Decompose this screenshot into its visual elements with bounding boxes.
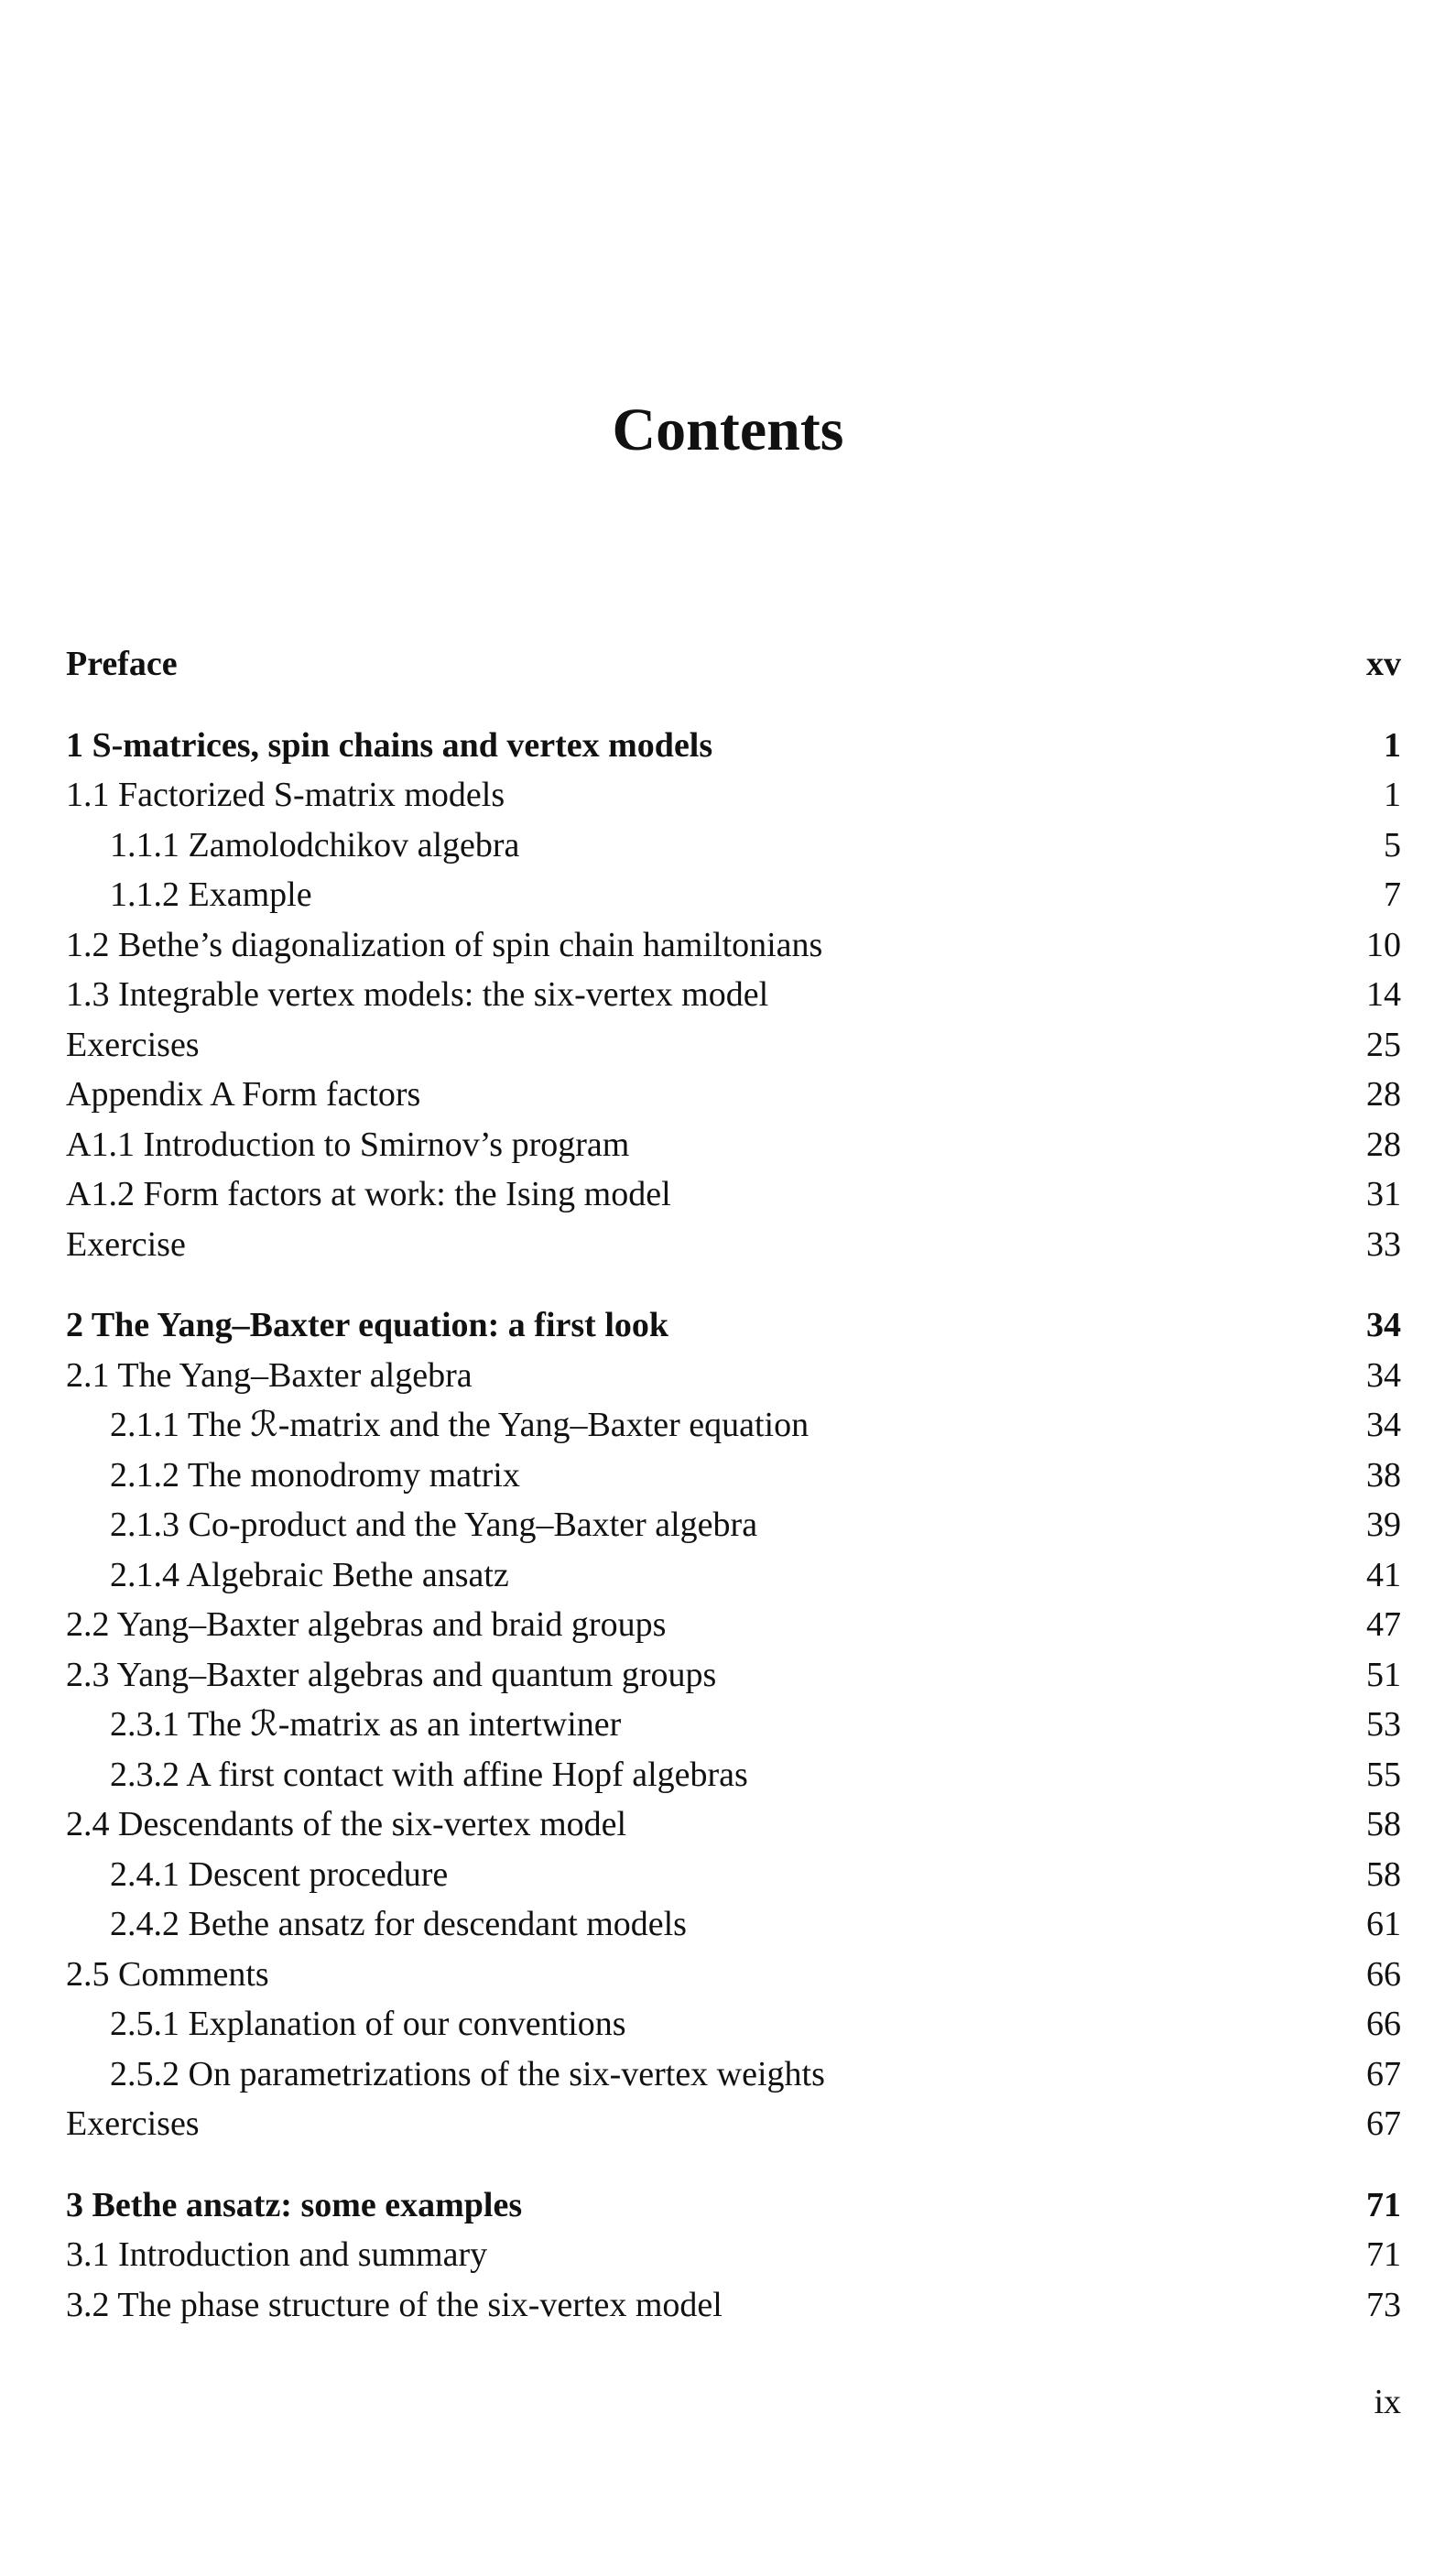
toc-entry-page: 55 bbox=[1366, 1755, 1401, 1794]
toc-entry-page: 47 bbox=[1366, 1605, 1401, 1644]
toc-entry-label: 2.1.1 The ℛ-matrix and the Yang–Baxter equation bbox=[110, 1406, 809, 1444]
toc-entry-section bbox=[66, 2230, 1401, 2280]
toc-entry-page: 1 bbox=[1384, 725, 1401, 765]
toc-entry-subsection bbox=[66, 1899, 1401, 1950]
toc-entry-section bbox=[66, 2099, 1401, 2149]
toc-entry-subsection bbox=[66, 1500, 1401, 1550]
toc-entry-label: 1.2 Bethe’s diagonalization of spin chain hamiltonians bbox=[66, 925, 823, 964]
toc-entry-page: xv bbox=[1366, 645, 1401, 683]
toc-entry-subsection bbox=[66, 1550, 1401, 1601]
toc-entry-label: 2.4.1 Descent procedure bbox=[110, 1854, 449, 1894]
toc-entry-page: 66 bbox=[1366, 1954, 1401, 1994]
toc-entry-section bbox=[66, 970, 1401, 1020]
toc-entry-label: 2.5.1 Explanation of our conventions bbox=[110, 2005, 626, 2043]
toc-entry-label: 1.1.2 Example bbox=[110, 875, 312, 914]
toc-entry-page: 34 bbox=[1366, 1355, 1401, 1395]
toc-entry-page: 51 bbox=[1366, 1655, 1401, 1694]
toc-entry-label: 2.3.2 A first contact with affine Hopf algebras bbox=[110, 1755, 748, 1794]
toc-entry-label: 2.3.1 The ℛ-matrix as an intertwiner bbox=[110, 1705, 622, 1744]
toc-entry-section bbox=[66, 1950, 1401, 2000]
toc-entry-subsection bbox=[66, 1451, 1401, 1501]
toc-entry-page: 25 bbox=[1366, 1025, 1401, 1064]
toc-entry-section bbox=[66, 1600, 1401, 1650]
toc-entry-label: 2.1.2 The monodromy matrix bbox=[110, 1455, 520, 1495]
toc-entry-label: 2.5.2 On parametrizations of the six-vertex weights bbox=[110, 2054, 825, 2093]
toc-entry-section bbox=[66, 1070, 1401, 1120]
toc-entry-label: 2 The Yang–Baxter equation: a first look bbox=[66, 1306, 669, 1344]
toc-entry-label: 3.1 Introduction and summary bbox=[66, 2235, 488, 2274]
toc-entry-label: Exercises bbox=[66, 2104, 200, 2143]
toc-entry-label: 2.1.4 Algebraic Bethe ansatz bbox=[110, 1555, 509, 1594]
toc-entry-chapter-1 bbox=[66, 721, 1401, 771]
toc-entry-label: Preface bbox=[66, 645, 178, 683]
toc-entry-page: 34 bbox=[1366, 1406, 1401, 1444]
toc-entry-page: 41 bbox=[1366, 1555, 1401, 1594]
toc-entry-page: 58 bbox=[1366, 1805, 1401, 1843]
toc-entry-label: 3.2 The phase structure of the six-vertex model bbox=[66, 2285, 723, 2324]
toc-entry-page: 10 bbox=[1366, 925, 1401, 964]
toc-entry-page: 28 bbox=[1366, 1075, 1401, 1114]
table-of-contents bbox=[66, 639, 1401, 2330]
toc-entry-label: Exercises bbox=[66, 1025, 200, 1064]
toc-entry-page: 5 bbox=[1384, 825, 1401, 864]
toc-entry-section bbox=[66, 1020, 1401, 1071]
toc-entry-label: 2.4 Descendants of the six-vertex model bbox=[66, 1805, 627, 1843]
toc-entry-chapter-2 bbox=[66, 1300, 1401, 1351]
toc-entry-section bbox=[66, 1799, 1401, 1850]
toc-entry-page: 71 bbox=[1366, 2235, 1401, 2274]
toc-entry-label: 1.1 Factorized S-matrix models bbox=[66, 776, 505, 814]
toc-entry-subsection bbox=[66, 821, 1401, 871]
toc-entry-label: Appendix A Form factors bbox=[66, 1075, 421, 1114]
toc-entry-page: 71 bbox=[1366, 2185, 1401, 2224]
toc-entry-page: 58 bbox=[1366, 1854, 1401, 1894]
page-number: ix bbox=[1374, 2383, 1401, 2421]
toc-entry-page: 67 bbox=[1366, 2054, 1401, 2093]
toc-entry-subsection bbox=[66, 1850, 1401, 1900]
toc-entry-chapter-3 bbox=[66, 2180, 1401, 2231]
toc-entry-subsection bbox=[66, 870, 1401, 920]
toc-entry-page: 1 bbox=[1384, 776, 1401, 814]
toc-entry-page: 67 bbox=[1366, 2104, 1401, 2143]
toc-entry-label: 2.1 The Yang–Baxter algebra bbox=[66, 1355, 473, 1395]
toc-entry-section bbox=[66, 1650, 1401, 1701]
toc-entry-subsection bbox=[66, 1400, 1401, 1451]
toc-entry-subsection bbox=[66, 1750, 1401, 1800]
toc-entry-page: 31 bbox=[1366, 1175, 1401, 1213]
toc-entry-section bbox=[66, 1120, 1401, 1170]
toc-entry-page: 33 bbox=[1366, 1224, 1401, 1264]
toc-entry-section bbox=[66, 920, 1401, 971]
toc-entry-label: 2.2 Yang–Baxter algebras and braid groups bbox=[66, 1605, 667, 1644]
page-title: Contents bbox=[612, 397, 844, 463]
toc-entry-label: 1 S-matrices, spin chains and vertex models bbox=[66, 725, 713, 765]
toc-entry-label: Exercise bbox=[66, 1224, 186, 1264]
toc-entry-label: 2.3 Yang–Baxter algebras and quantum groups bbox=[66, 1655, 717, 1694]
toc-entry-page: 73 bbox=[1366, 2285, 1401, 2324]
toc-entry-page: 7 bbox=[1384, 875, 1401, 914]
toc-entry-section bbox=[66, 1220, 1401, 1270]
toc-entry-subsection bbox=[66, 1700, 1401, 1750]
toc-entry-label: 2.5 Comments bbox=[66, 1954, 269, 1994]
toc-entry-page: 39 bbox=[1366, 1506, 1401, 1544]
toc-entry-section bbox=[66, 2280, 1401, 2331]
toc-entry-label: 1.3 Integrable vertex models: the six-vertex model bbox=[66, 975, 769, 1014]
toc-entry-page: 34 bbox=[1366, 1306, 1401, 1344]
toc-entry-page: 53 bbox=[1366, 1705, 1401, 1744]
toc-entry-label: A1.2 Form factors at work: the Ising model bbox=[66, 1175, 671, 1213]
toc-entry-section bbox=[66, 770, 1401, 821]
toc-entry-page: 66 bbox=[1366, 2005, 1401, 2043]
toc-entry-label: 1.1.1 Zamolodchikov algebra bbox=[110, 825, 520, 864]
toc-entry-page: 14 bbox=[1366, 975, 1401, 1014]
toc-entry-label: 2.1.3 Co-product and the Yang–Baxter algebra bbox=[110, 1506, 758, 1544]
toc-entry-page: 38 bbox=[1366, 1455, 1401, 1495]
toc-entry-subsection bbox=[66, 2049, 1401, 2100]
toc-entry-label: 2.4.2 Bethe ansatz for descendant models bbox=[110, 1905, 687, 1943]
toc-entry-section bbox=[66, 1169, 1401, 1220]
toc-entry-page: 28 bbox=[1366, 1125, 1401, 1164]
toc-entry-preface bbox=[66, 639, 1401, 690]
toc-entry-page: 61 bbox=[1366, 1905, 1401, 1943]
toc-entry-label: A1.1 Introduction to Smirnov’s program bbox=[66, 1125, 630, 1164]
toc-entry-label: 3 Bethe ansatz: some examples bbox=[66, 2185, 523, 2224]
toc-entry-section bbox=[66, 1351, 1401, 1401]
toc-entry-subsection bbox=[66, 1999, 1401, 2049]
